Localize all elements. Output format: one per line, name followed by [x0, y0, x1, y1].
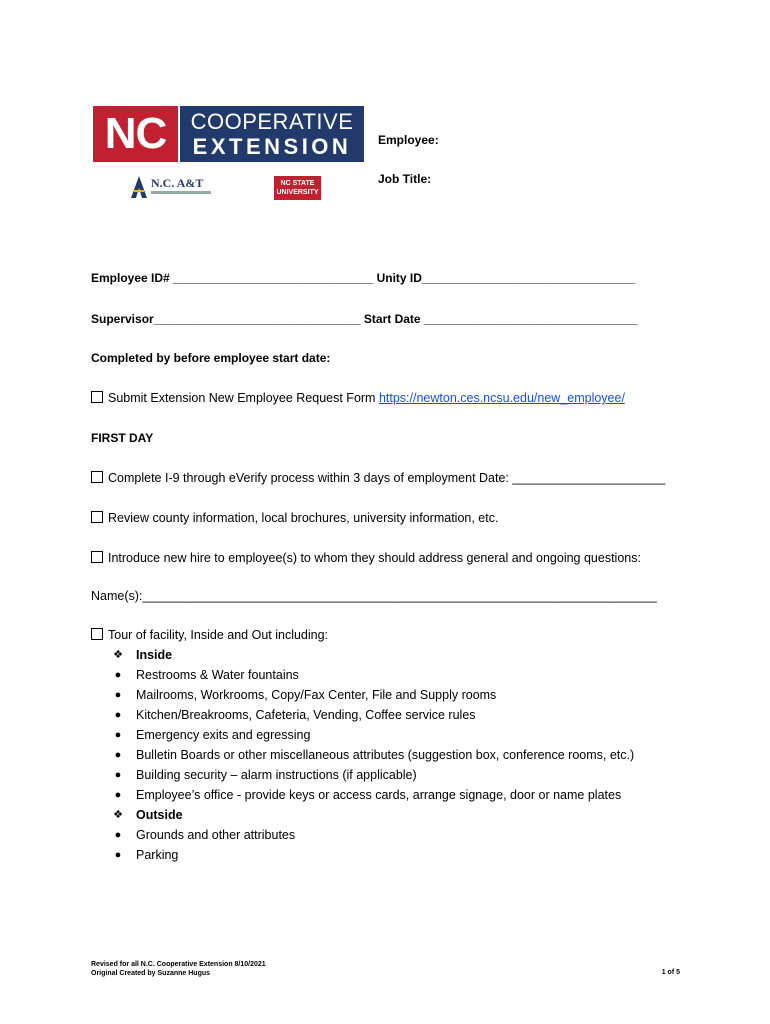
- ncat-name: N.C. A&T: [151, 176, 204, 190]
- list-item: Building security – alarm instructions (if applicable): [136, 768, 417, 782]
- logo-nc-block: NC: [93, 106, 178, 162]
- names-line: Name(s):__________________________________________________________________________: [91, 589, 657, 603]
- list-item: Restrooms & Water fountains: [136, 668, 299, 682]
- aggie-icon: [131, 176, 147, 198]
- task-text: Review county information, local brochures, university information, etc.: [108, 511, 499, 525]
- page-number: 1 of 5: [661, 969, 680, 976]
- list-item: Grounds and other attributes: [136, 828, 296, 842]
- inside-label: Inside: [136, 648, 173, 662]
- employee-label: Employee:: [378, 133, 439, 147]
- bullet-icon: ●: [114, 729, 122, 741]
- tour-list: [0, 647, 770, 877]
- footer-created: Original Created by Suzanne Hugus: [91, 970, 211, 977]
- bullet-icon: ●: [114, 709, 122, 721]
- logo-line2: EXTENSION: [192, 134, 352, 159]
- list-item: Kitchen/Breakrooms, Cafeteria, Vending, Coffee service rules: [136, 708, 476, 722]
- diamond-bullet-icon: ❖: [113, 649, 123, 661]
- task-tour: [91, 627, 328, 643]
- task-text: Tour of facility, Inside and Out including:: [108, 628, 329, 642]
- ncstate-logo: NC STATE UNIVERSITY: [274, 176, 321, 200]
- section-first-day: FIRST DAY: [91, 431, 154, 445]
- bullet-icon: ●: [114, 789, 122, 801]
- checkbox[interactable]: [91, 551, 103, 563]
- task-text: Complete I-9 through eVerify process within 3 days of employment Date: ______________________: [108, 471, 666, 485]
- list-item: Bulletin Boards or other miscellaneous attributes (suggestion box, conference rooms, etc.): [136, 748, 635, 762]
- logo-line1: COOPERATIVE: [190, 109, 354, 134]
- bullet-icon: ●: [114, 689, 122, 701]
- supervisor-line: Supervisor_______________________________ Start Date ________________________________: [91, 312, 638, 326]
- nc-cooperative-extension-logo: [91, 104, 366, 214]
- task-request-text: Submit Extension New Employee Request Form: [108, 391, 379, 405]
- checkbox[interactable]: [91, 471, 103, 483]
- checkbox[interactable]: [91, 391, 103, 403]
- bullet-icon: ●: [114, 749, 122, 761]
- outside-label: Outside: [136, 808, 183, 822]
- ncat-logo: [131, 176, 211, 200]
- list-item: Employee’s office - provide keys or access cards, arrange signage, door or name plates: [136, 788, 622, 802]
- section-before-start: Completed by before employee start date:: [91, 351, 331, 365]
- diamond-bullet-icon: ❖: [113, 809, 123, 821]
- task-introduce-hire: [91, 550, 641, 566]
- list-item: Parking: [136, 848, 179, 862]
- bullet-icon: ●: [114, 849, 122, 861]
- bullet-icon: ●: [114, 769, 122, 781]
- list-item: Emergency exits and egressing: [136, 728, 311, 742]
- task-request-form: [91, 390, 625, 406]
- task-review-county: [91, 510, 498, 526]
- footer-revised: Revised for all N.C. Cooperative Extension 8/10/2021: [91, 961, 266, 968]
- logo-wordmark: [180, 106, 364, 162]
- employee-id-line: Employee ID# ______________________________ Unity ID________________________________: [91, 271, 636, 285]
- bullet-icon: ●: [114, 669, 122, 681]
- list-item: Mailrooms, Workrooms, Copy/Fax Center, File and Supply rooms: [136, 688, 497, 702]
- job-title-label: Job Title:: [378, 172, 432, 186]
- checkbox[interactable]: [91, 628, 103, 640]
- task-i9: [91, 470, 665, 486]
- ncat-subline: [151, 191, 211, 194]
- request-form-link[interactable]: https://newton.ces.ncsu.edu/new_employee/: [378, 391, 625, 405]
- bullet-icon: ●: [114, 829, 122, 841]
- checkbox[interactable]: [91, 511, 103, 523]
- task-text: Introduce new hire to employee(s) to whom they should address general and ongoing questions:: [108, 551, 641, 565]
